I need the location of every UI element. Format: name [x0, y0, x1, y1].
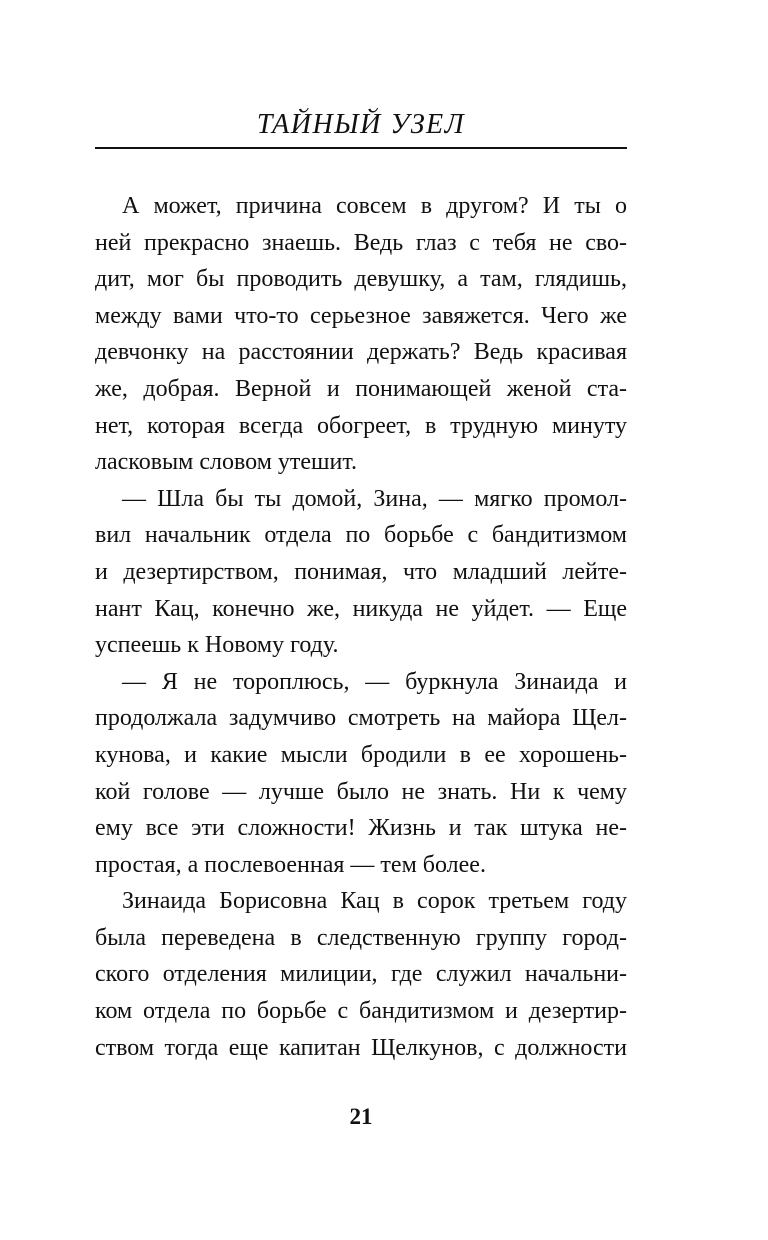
- text-line: кунова, и какие мысли бродили в ее хорошень-: [95, 741, 627, 768]
- text-line: дит, мог бы проводить девушку, а там, глядишь,: [95, 266, 627, 293]
- text-line: девчонку на расстоянии держать? Ведь красивая: [95, 339, 627, 366]
- text-line: нет, которая всегда обогреет, в трудную минуту: [95, 412, 627, 439]
- text-line: ней прекрасно знаешь. Ведь глаз с тебя не сво-: [95, 229, 627, 256]
- text-line: ством тогда еще капитан Щелкунов, с должности: [95, 1034, 627, 1061]
- text-line: и дезертирством, понимая, что младший лейте-: [95, 558, 627, 585]
- text-line: Зинаида Борисовна Кац в сорок третьем году: [122, 888, 627, 915]
- text-line: ему все эти сложности! Жизнь и так штука не-: [95, 815, 627, 842]
- text-line: же, добрая. Верной и понимающей женой ста-: [95, 375, 627, 402]
- text-line: нант Кац, конечно же, никуда не уйдет. — Еще: [95, 595, 627, 622]
- text-line: — Шла бы ты домой, Зина, — мягко промол-: [122, 485, 627, 512]
- text-line: А может, причина совсем в другом? И ты о: [122, 193, 627, 219]
- text-line: продолжала задумчиво смотреть на майора Щел-: [95, 705, 627, 732]
- text-line: ком отдела по борьбе с бандитизмом и дезертир-: [95, 998, 627, 1025]
- running-header-title: ТАЙНЫЙ УЗЕЛ: [256, 109, 466, 140]
- text-line: между вами что-то серьезное завяжется. Чего же: [95, 302, 627, 329]
- text-line: успеешь к Новому году.: [95, 632, 339, 659]
- text-line: — Я не тороплюсь, — буркнула Зинаида и: [122, 668, 627, 695]
- text-line: кой голове — лучше было не знать. Ни к чему: [95, 778, 627, 805]
- header-divider: [95, 147, 627, 149]
- text-line: ского отделения милиции, где служил начальни-: [95, 961, 627, 988]
- text-line: вил начальник отдела по борьбе с бандитизмом: [95, 522, 627, 549]
- body-text: [95, 188, 627, 1066]
- text-line: была переведена в следственную группу город-: [95, 924, 627, 951]
- text-line: ласковым словом утешит.: [95, 449, 358, 476]
- text-line: простая, а послевоенная — тем более.: [95, 851, 486, 878]
- page-number: 21: [349, 1104, 373, 1129]
